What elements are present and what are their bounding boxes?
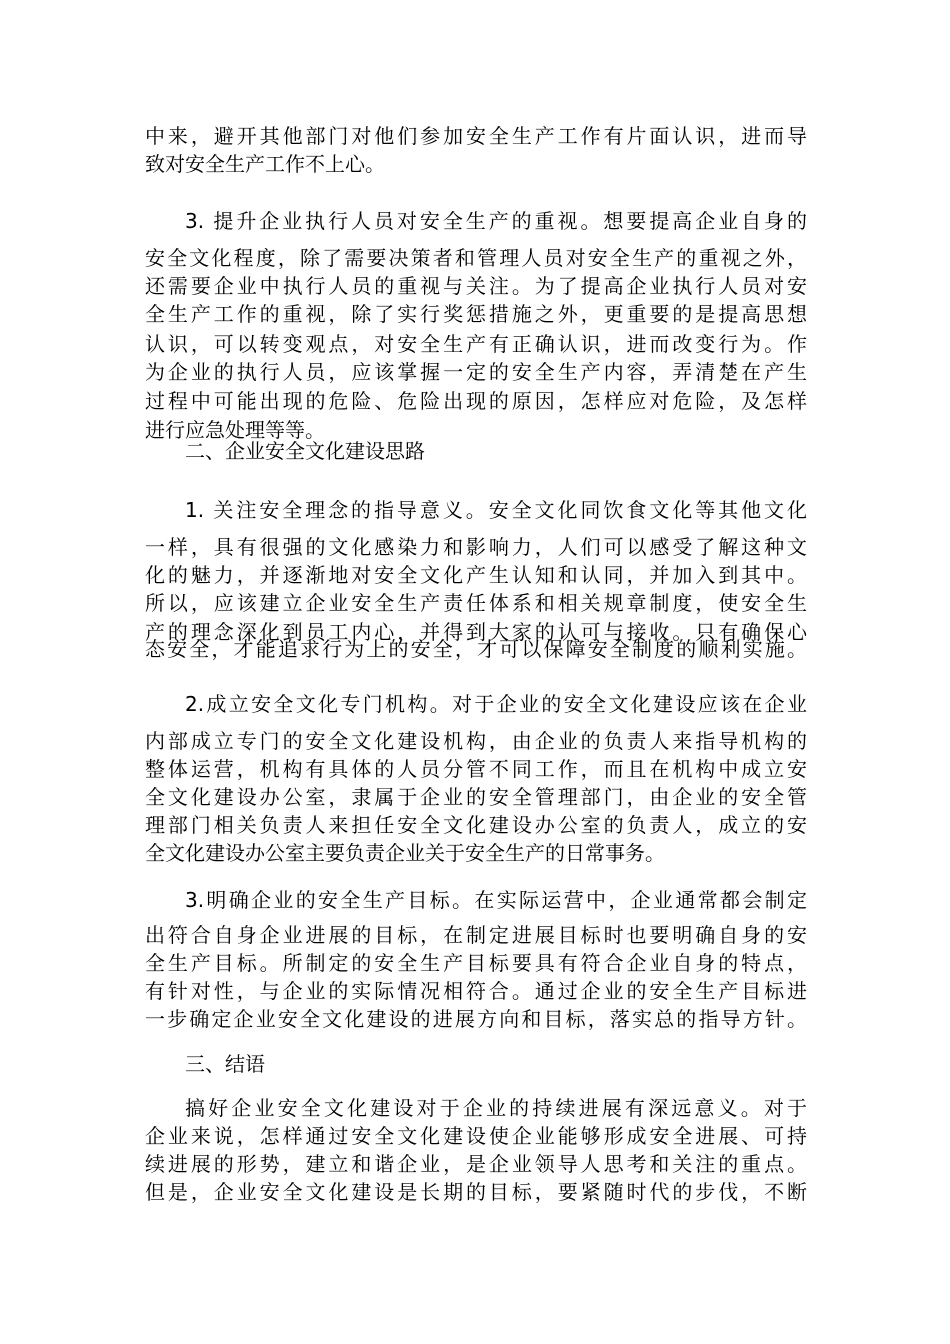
paragraph-5-line-2: 出符合自身企业进展的目标，在制定进展目标时也要明确自身的安 xyxy=(145,923,807,947)
paragraph-3-line-3: 化的魅力，并逐渐地对安全文化产生认知和认同，并加入到其中。 xyxy=(145,563,807,587)
paragraph-2-line-8: 进行应急处理等等。 xyxy=(145,418,325,442)
section-heading-2: 二、企业安全文化建设思路 xyxy=(185,439,425,463)
paragraph-6-line-1: 搞好企业安全文化建设对于企业的持续进展有深远意义。对于 xyxy=(185,1096,807,1120)
paragraph-4-line-2: 内部成立专门的安全文化建设机构，由企业的负责人来指导机构的 xyxy=(145,729,807,753)
paragraph-2-line-6: 为企业的执行人员，应该掌握一定的安全生产内容，弄清楚在产生 xyxy=(145,360,807,384)
paragraph-2-line-4: 全生产工作的重视，除了实行奖惩措施之外，更重要的是提高思想 xyxy=(145,302,807,326)
paragraph-6-line-2: 企业来说，怎样通过安全文化建设使企业能够形成安全进展、可持 xyxy=(145,1124,807,1148)
paragraph-5-line-3: 全生产目标。所制定的安全生产目标要具有符合企业自身的特点， xyxy=(145,951,807,975)
paragraph-4-line-5: 理部门相关负责人来担任安全文化建设办公室的负责人，成立的安 xyxy=(145,813,807,837)
paragraph-6-line-4: 但是，企业安全文化建设是长期的目标，要紧随时代的步伐，不断 xyxy=(145,1180,807,1204)
paragraph-4-line-6: 全文化建设办公室主要负责企业关于安全生产的日常事务。 xyxy=(145,841,665,865)
paragraph-1-line-2: 致对安全生产工作不上心。 xyxy=(145,152,385,176)
paragraph-5-line-5: 一步确定企业安全文化建设的进展方向和目标，落实总的指导方针。 xyxy=(145,1007,807,1031)
paragraph-6-line-3: 续进展的形势，建立和谐企业，是企业领导人思考和关注的重点。 xyxy=(145,1152,807,1176)
paragraph-2-line-7: 过程中可能出现的危险、危险出现的原因，怎样应对危险，及怎样 xyxy=(145,389,807,413)
paragraph-3-line-1: 1. 关注安全理念的指导意义。安全文化同饮食文化等其他文化 xyxy=(185,498,807,522)
paragraph-2-line-2: 安全文化程度，除了需要决策者和管理人员对安全生产的重视之外， xyxy=(145,246,807,270)
paragraph-4-line-4: 全文化建设办公室，隶属于企业的安全管理部门，由企业的安全管 xyxy=(145,785,807,809)
paragraph-3-line-6: 态安全，才能追求行为上的安全，才可以保障安全制度的顺利实施。 xyxy=(145,637,807,661)
paragraph-3-line-2: 一样，具有很强的文化感染力和影响力，人们可以感受了解这种文 xyxy=(145,535,807,559)
paragraph-4-line-1: 2.成立安全文化专门机构。对于企业的安全文化建设应该在企业 xyxy=(185,692,807,716)
section-heading-3: 三、结语 xyxy=(185,1052,265,1076)
paragraph-4-line-3: 整体运营，机构有具体的人员分管不同工作，而且在机构中成立安 xyxy=(145,757,807,781)
paragraph-2-line-5: 认识，可以转变观点，对安全生产有正确认识，进而改变行为。作 xyxy=(145,332,807,356)
paragraph-3-line-5: 产的理念深化到员工内心，并得到大家的认可与接收。只有确保心 xyxy=(145,620,807,644)
paragraph-5-line-4: 有针对性，与企业的实际情况相符合。通过企业的安全生产目标进 xyxy=(145,979,807,1003)
paragraph-5-line-1: 3.明确企业的安全生产目标。在实际运营中，企业通常都会制定 xyxy=(185,888,807,912)
paragraph-2-line-1: 3. 提升企业执行人员对安全生产的重视。想要提高企业自身的 xyxy=(185,209,807,233)
paragraph-1-line-1: 中来，避开其他部门对他们参加安全生产工作有片面认识，进而导 xyxy=(145,124,807,148)
paragraph-3-line-4: 所以，应该建立企业安全生产责任体系和相关规章制度，使安全生 xyxy=(145,591,807,615)
paragraph-2-line-3: 还需要企业中执行人员的重视与关注。为了提高企业执行人员对安 xyxy=(145,274,807,298)
